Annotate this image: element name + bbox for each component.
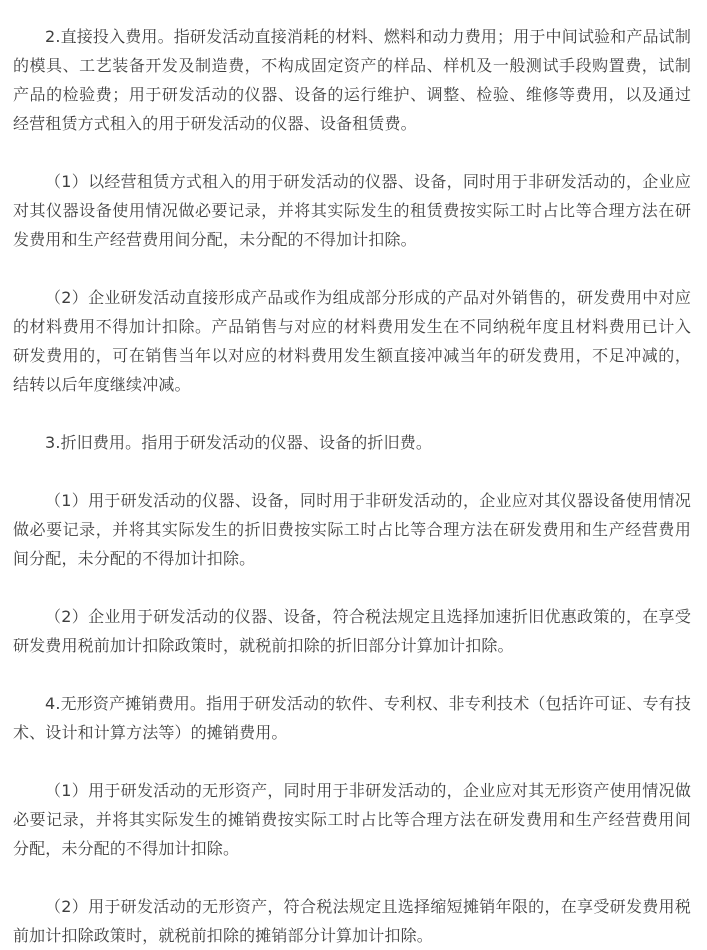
- paragraph-accelerated-depreciation: （2）企业用于研发活动的仪器、设备，符合税法规定且选择加速折旧优惠政策的，在享受研发费用税前加计扣除政策时，就税前扣除的折旧部分计算加计扣除。: [13, 607, 691, 655]
- paragraph-depreciation-costs: 3.折旧费用。指用于研发活动的仪器、设备的折旧费。: [45, 433, 433, 452]
- paragraph-intangible-amortization: 4.无形资产摊销费用。指用于研发活动的软件、专利权、非专利技术（包括许可证、专有技术、设计和计算方法等）的摊销费用。: [13, 694, 691, 742]
- paragraph-direct-input-costs: 2.直接投入费用。指研发活动直接消耗的材料、燃料和动力费用；用于中间试验和产品试制的模具、工艺装备开发及制造费，不构成固定资产的样品、样机及一般测试手段购置费，试制产品的检验费；用于研发活动的仪器、设备的运行维护、调整、检验、维修等费用，以及通过经营租赁方式租入的用于研发活动的仪器、设备租赁费。: [13, 27, 691, 133]
- article-body: [13, 22, 691, 950]
- paragraph-shortened-amortization: （2）用于研发活动的无形资产，符合税法规定且选择缩短摊销年限的，在享受研发费用税前加计扣除政策时，就税前扣除的摊销部分计算加计扣除。: [13, 897, 691, 945]
- paragraph-shared-equipment-depreciation: （1）用于研发活动的仪器、设备，同时用于非研发活动的，企业应对其仪器设备使用情况做必要记录，并将其实际发生的折旧费按实际工时占比等合理方法在研发费用和生产经营费用间分配，未分配的不得加计扣除。: [13, 491, 691, 568]
- paragraph-product-sales-materials: （2）企业研发活动直接形成产品或作为组成部分形成的产品对外销售的，研发费用中对应的材料费用不得加计扣除。产品销售与对应的材料费用发生在不同纳税年度且材料费用已计入研发费用的，可在销售当年以对应的材料费用发生额直接冲减当年的研发费用，不足冲减的，结转以后年度继续冲减。: [13, 288, 691, 394]
- paragraph-leased-equipment: （1）以经营租赁方式租入的用于研发活动的仪器、设备，同时用于非研发活动的，企业应对其仪器设备使用情况做必要记录，并将其实际发生的租赁费按实际工时占比等合理方法在研发费用和生产经营费用间分配，未分配的不得加计扣除。: [13, 172, 691, 249]
- paragraph-shared-intangible-assets: （1）用于研发活动的无形资产，同时用于非研发活动的，企业应对其无形资产使用情况做必要记录，并将其实际发生的摊销费按实际工时占比等合理方法在研发费用和生产经营费用间分配，未分配的不得加计扣除。: [13, 781, 691, 858]
